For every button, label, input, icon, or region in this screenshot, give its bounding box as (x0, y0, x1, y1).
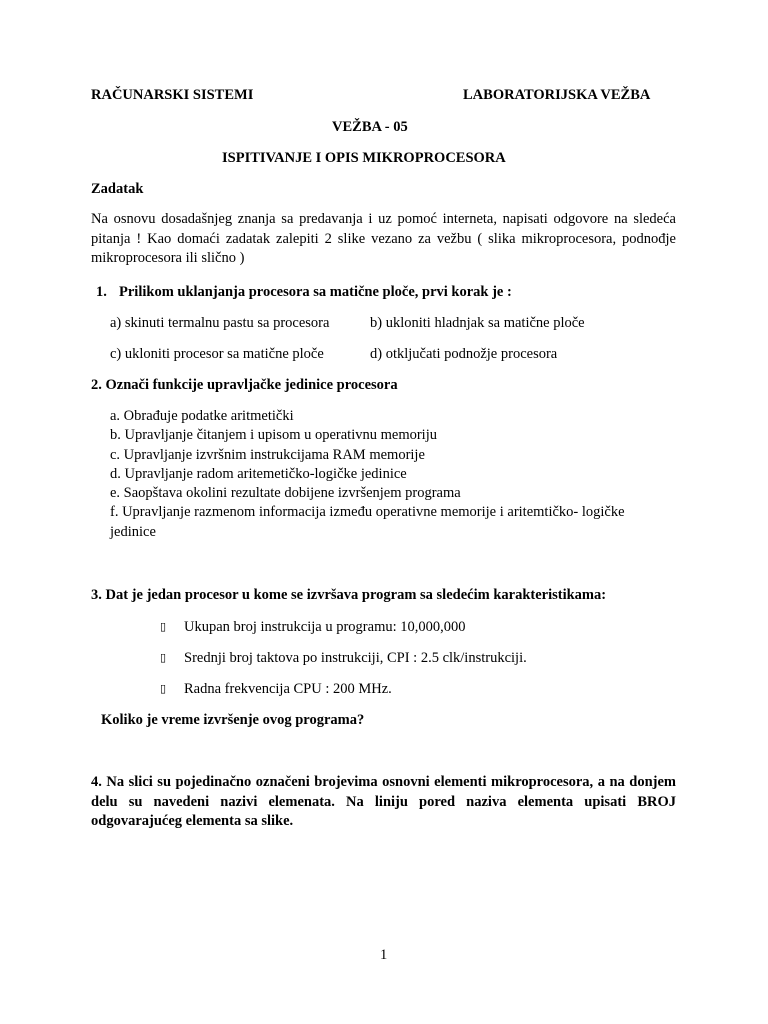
q2-item-b: b. Upravljanje čitanjem i upisom u operativnu memoriju (110, 427, 437, 443)
bullet-icon: ▯ (160, 651, 167, 664)
exercise-number: VEŽBA - 05 (332, 119, 408, 135)
q3-text: 3. Dat je jedan procesor u kome se izvršava program sa sledećim karakteristikama: (91, 587, 607, 603)
q2-item-a: a. Obrađuje podatke aritmetički (110, 408, 294, 424)
lab-label: LABORATORIJSKA VEŽBA (463, 87, 651, 103)
q1-option-d: d) otključati podnožje procesora (370, 346, 558, 362)
q1-option-c: c) ukloniti procesor sa matične ploče (110, 346, 324, 362)
q1-number: 1. (96, 284, 107, 300)
task-text: Na osnovu dosadašnjeg znanja sa predavanja i uz pomoć interneta, napisati odgovore na sledeća pitanja ! Kao domaći zadatak zalepiti 2 slike vezano za vežbu ( slika mikroprocesora, podnođje mikroprocesora ili slično ) (91, 211, 676, 266)
q3-question: Koliko je vreme izvršenje ovog programa? (101, 712, 365, 728)
course-name: RAČUNARSKI SISTEMI (91, 87, 254, 103)
q3-bullet-2: Srednji broj taktova po instrukciji, CPI : 2.5 clk/instrukciji. (184, 650, 527, 666)
task-heading: Zadatak (91, 181, 144, 197)
q2-item-f-continued: jedinice (110, 524, 156, 540)
q1-text: Prilikom uklanjanja procesora sa matične ploče, prvi korak je : (119, 284, 512, 300)
q1-option-b: b) ukloniti hladnjak sa matične ploče (370, 315, 585, 331)
q3-bullet-3: Radna frekvencija CPU : 200 MHz. (184, 681, 392, 697)
page-number: 1 (380, 947, 388, 963)
q2-text: 2. Označi funkcije upravljačke jedinice procesora (91, 377, 398, 393)
q2-item-f: f. Upravljanje razmenom informacija između operativne memorije i aritemtičko- logičke (110, 504, 625, 520)
q2-item-e: e. Saopštava okolini rezultate dobijene izvršenjem programa (110, 485, 461, 501)
bullet-icon: ▯ (160, 682, 167, 695)
document-title: ISPITIVANJE I OPIS MIKROPROCESORA (222, 150, 506, 166)
bullet-icon: ▯ (160, 620, 167, 633)
q2-item-c: c. Upravljanje izvršnim instrukcijama RAM memorije (110, 447, 425, 463)
q2-item-d: d. Upravljanje radom aritemetičko-logičke jedinice (110, 466, 407, 482)
q4-text: 4. Na slici su pojedinačno označeni brojevima osnovni elementi mikroprocesora, a na donjem delu su navedeni nazivi elemenata. Na liniju pored naziva elementa upisati BROJ odgovarajućeg elementa sa slike. (91, 774, 676, 829)
q1-option-a: a) skinuti termalnu pastu sa procesora (110, 315, 330, 331)
q3-bullet-1: Ukupan broj instrukcija u programu: 10,000,000 (184, 619, 466, 635)
